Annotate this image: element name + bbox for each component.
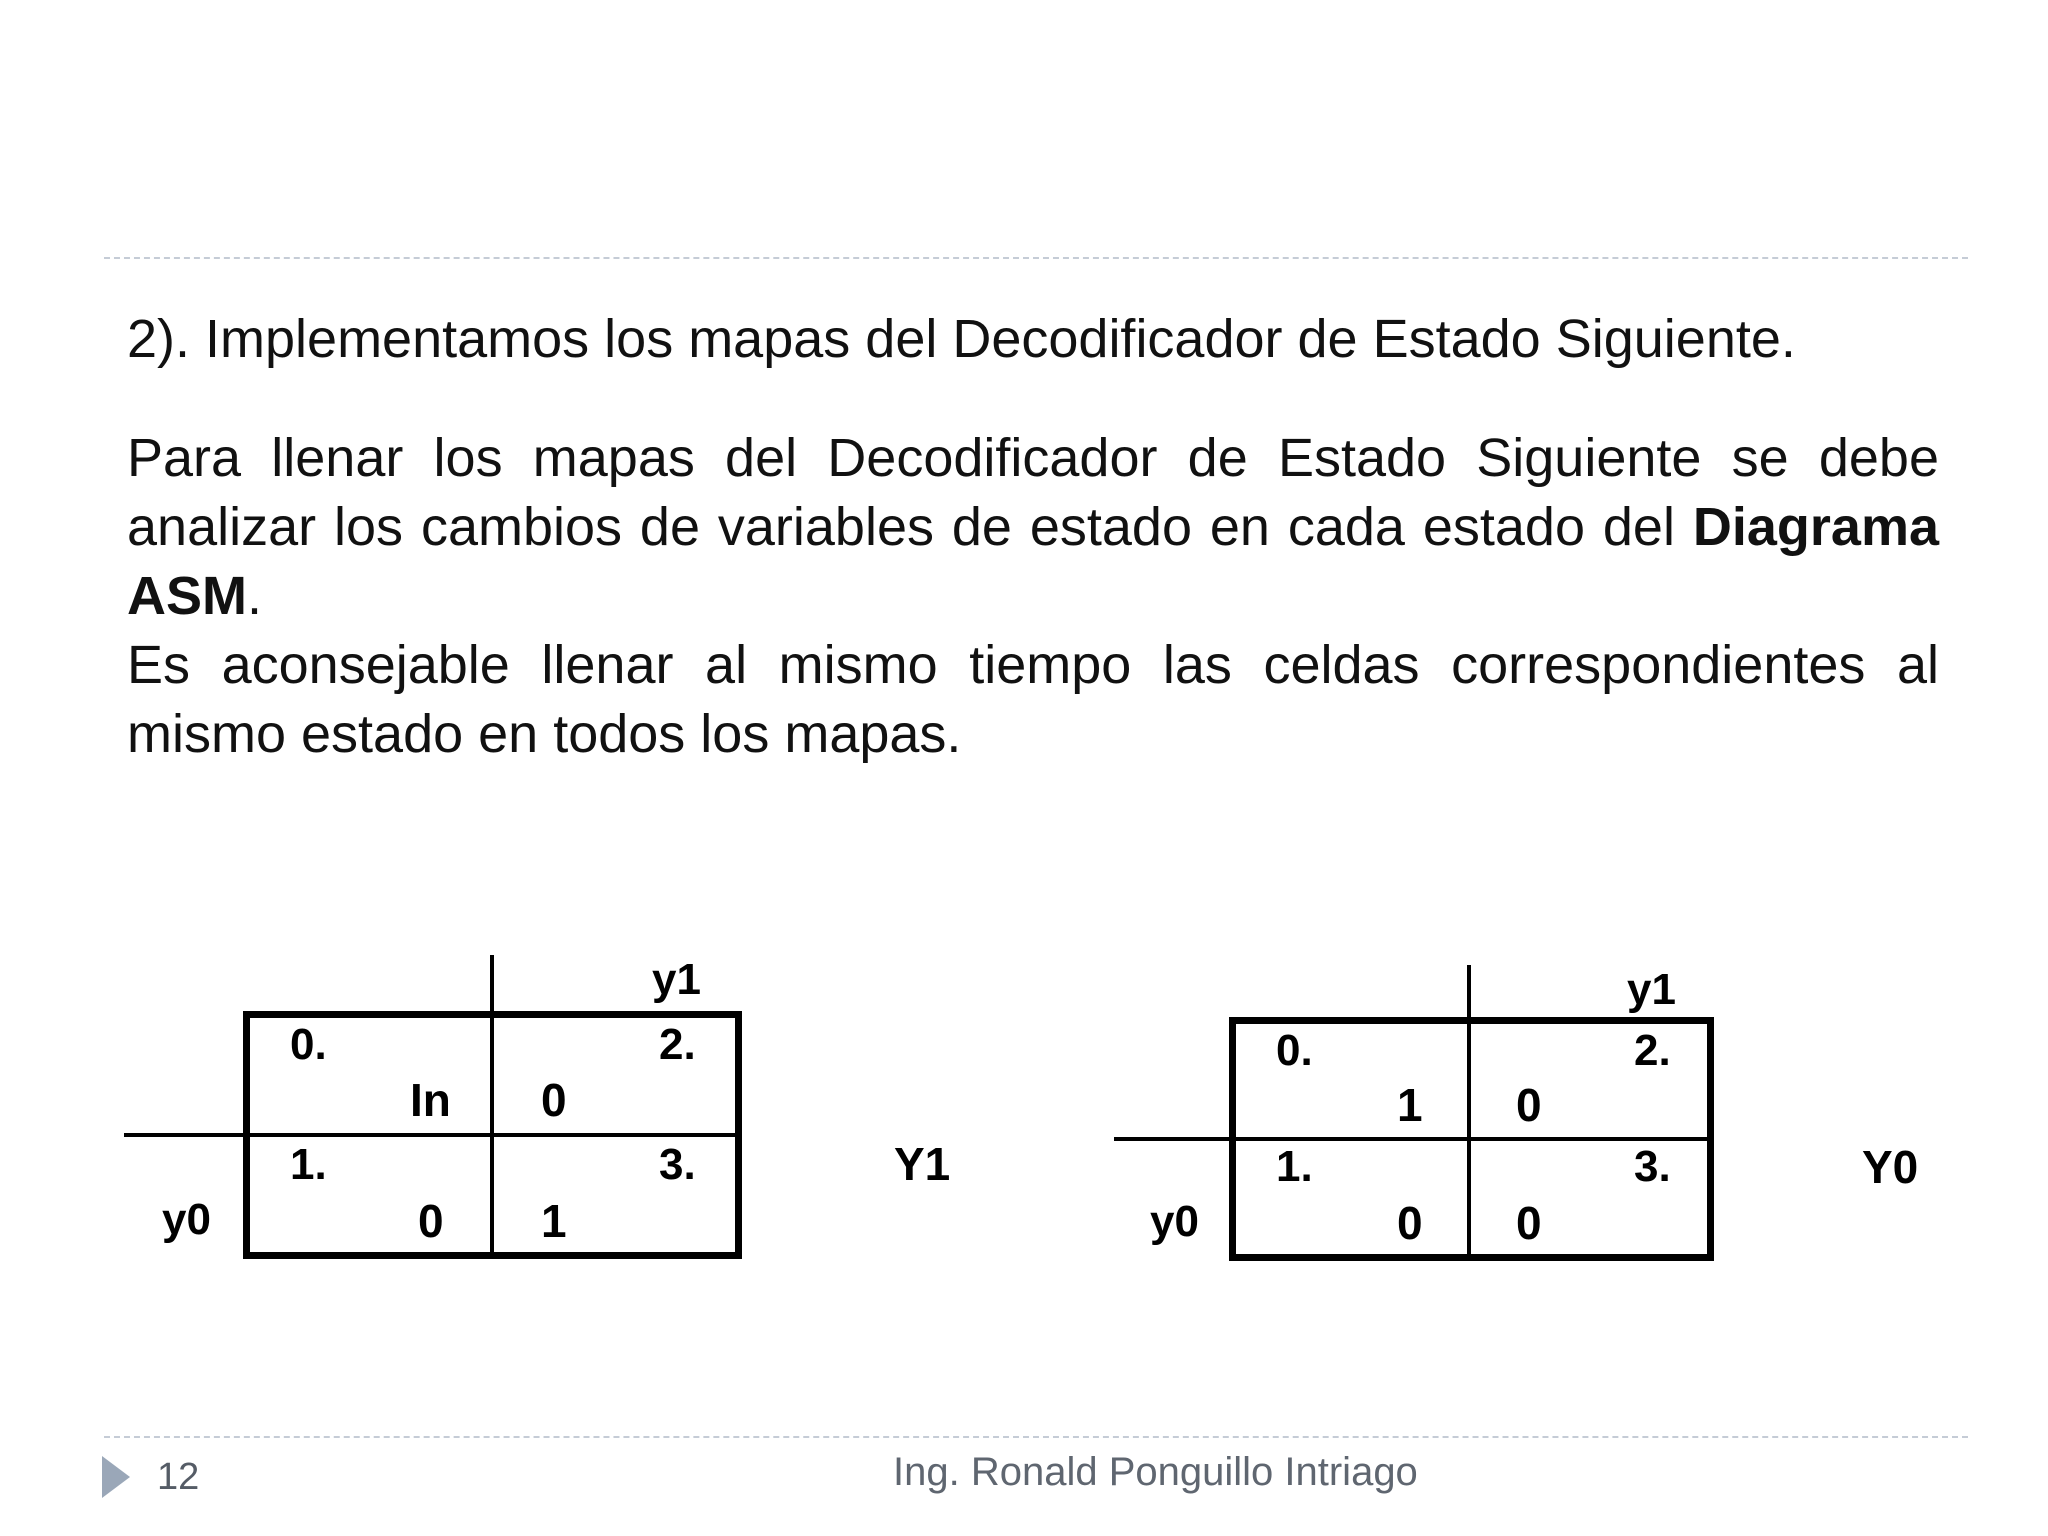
kmap-cell-index: 0. bbox=[1276, 1026, 1313, 1075]
kmap-col-var: y1 bbox=[652, 955, 701, 1004]
paragraph-1-end: . bbox=[247, 566, 263, 626]
kmap-output-label: Y0 bbox=[1862, 1141, 1919, 1193]
kmap-row-divider-ext bbox=[1114, 1137, 1236, 1141]
kmap-row-var: y0 bbox=[162, 1195, 211, 1244]
triangle-bullet-icon bbox=[102, 1456, 130, 1498]
kmap-cell-value: 0 bbox=[541, 1074, 567, 1126]
kmap-cell-value: 0 bbox=[1516, 1079, 1542, 1131]
kmap-output-label: Y1 bbox=[894, 1138, 951, 1190]
kmap-cell-value: 1 bbox=[541, 1195, 567, 1247]
kmap-row-divider bbox=[1234, 1137, 1710, 1141]
kmap-col-divider-ext bbox=[1467, 965, 1471, 1020]
kmap-cell-index: 3. bbox=[659, 1140, 696, 1189]
kmap-cell-value: 0 bbox=[1397, 1197, 1423, 1249]
kmap-cell-value: 1 bbox=[1397, 1079, 1423, 1131]
paragraph-2: Es aconsejable llenar al mismo tiempo las celdas correspondientes al mismo estado en todos los mapas. bbox=[127, 635, 1939, 764]
kmap-row-var: y0 bbox=[1150, 1197, 1199, 1246]
page-number: 12 bbox=[157, 1456, 200, 1498]
kmap-cell-index: 1. bbox=[1276, 1142, 1313, 1191]
kmap-cell-index: 2. bbox=[659, 1020, 696, 1069]
kmap-cell-index: 0. bbox=[290, 1020, 327, 1069]
paragraph-1-text: Para llenar los mapas del Decodificador de Estado Siguiente se debe analizar los cambios de variables de estado en cada estado del bbox=[127, 428, 1939, 557]
bottom-divider bbox=[104, 1436, 1968, 1438]
paragraph-1-bold: Diagrama ASM bbox=[127, 497, 1939, 626]
kmap-cell-value: 0 bbox=[1516, 1197, 1542, 1249]
kmap-cell-value: 0 bbox=[418, 1195, 444, 1247]
kmap-cell-value: In bbox=[410, 1074, 451, 1126]
slide-heading: 2). Implementamos los mapas del Decodificador de Estado Siguiente. bbox=[127, 309, 1796, 369]
kmap-cell-index: 1. bbox=[290, 1140, 327, 1189]
kmap-col-var: y1 bbox=[1627, 965, 1676, 1014]
footer-author: Ing. Ronald Ponguillo Intriago bbox=[893, 1450, 1418, 1494]
kmap-cell-index: 3. bbox=[1634, 1142, 1671, 1191]
kmap-cell-index: 2. bbox=[1634, 1026, 1671, 1075]
